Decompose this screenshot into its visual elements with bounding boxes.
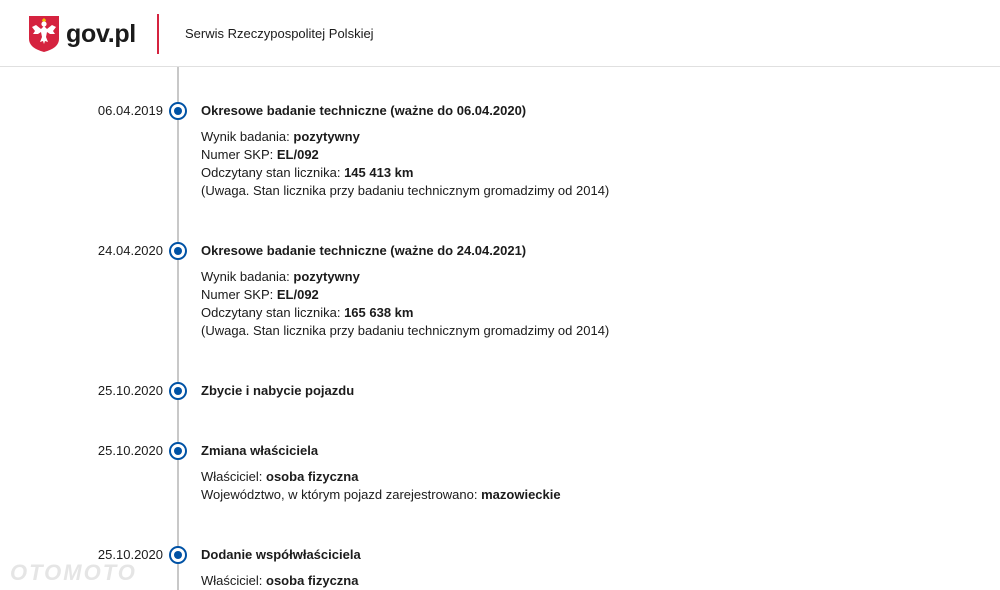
detail-line [201,486,561,504]
detail-line [201,268,609,286]
detail-line [201,304,609,322]
detail-label: Właściciel: [201,469,267,484]
header-divider [157,14,159,54]
detail-line [201,164,609,182]
detail-value: EL/092 [276,147,319,162]
detail-line [201,468,561,486]
timeline-line [177,67,179,590]
event-details [201,468,561,504]
event-date: 06.04.2019 [97,103,163,118]
detail-line [201,572,358,590]
detail-line [201,146,609,164]
event-date: 25.10.2020 [97,443,163,458]
detail-value: pozytywny [293,269,360,284]
event-details [201,572,358,590]
timeline-dot-icon [169,242,187,260]
timeline-dot-icon [169,442,187,460]
event-details [201,268,609,340]
event-title: Zbycie i nabycie pojazdu [201,383,355,398]
detail-line [201,128,609,146]
site-header [0,0,1000,67]
detail-value: EL/092 [276,287,319,302]
detail-label: Właściciel: [201,573,267,588]
timeline-dot-icon [169,382,187,400]
detail-label: (Uwaga. Stan licznika przy badaniu technicznym gromadzimy od 2014) [201,183,610,198]
event-date: 25.10.2020 [97,383,163,398]
detail-label: Numer SKP: [201,147,277,162]
detail-value: osoba fizyczna [266,469,359,484]
event-title: Dodanie współwłaściciela [201,547,361,562]
event-date: 24.04.2020 [97,243,163,258]
detail-label: (Uwaga. Stan licznika przy badaniu technicznym gromadzimy od 2014) [201,323,610,338]
detail-label: Województwo, w którym pojazd zarejestrowano: [201,487,482,502]
detail-value: pozytywny [293,129,360,144]
watermark: OTOMOTO [10,560,137,585]
detail-label: Odczytany stan licznika: [201,165,345,180]
detail-line [201,286,609,304]
event-title: Zmiana właściciela [201,443,319,458]
detail-label: Wynik badania: [201,129,294,144]
detail-label: Wynik badania: [201,269,294,284]
detail-line [201,182,609,200]
detail-label: Odczytany stan licznika: [201,305,345,320]
detail-value: mazowieckie [481,487,561,502]
polish-eagle-icon [28,15,60,53]
event-title: Okresowe badanie techniczne (ważne do 24.04.2021) [201,243,527,258]
gov-pl-logo-link[interactable] [28,14,136,54]
detail-value: 165 638 km [344,305,414,320]
service-name: Serwis Rzeczypospolitej Polskiej [185,26,374,41]
event-date: 25.10.2020 [97,547,163,562]
event-details [201,128,609,200]
timeline-dot-icon [169,102,187,120]
detail-label: Numer SKP: [201,287,277,302]
detail-line [201,322,609,340]
event-title: Okresowe badanie techniczne (ważne do 06.04.2020) [201,103,527,118]
logo-text: gov.pl [66,19,136,48]
timeline-dot-icon [169,546,187,564]
detail-value: 145 413 km [344,165,414,180]
detail-value: osoba fizyczna [266,573,359,588]
